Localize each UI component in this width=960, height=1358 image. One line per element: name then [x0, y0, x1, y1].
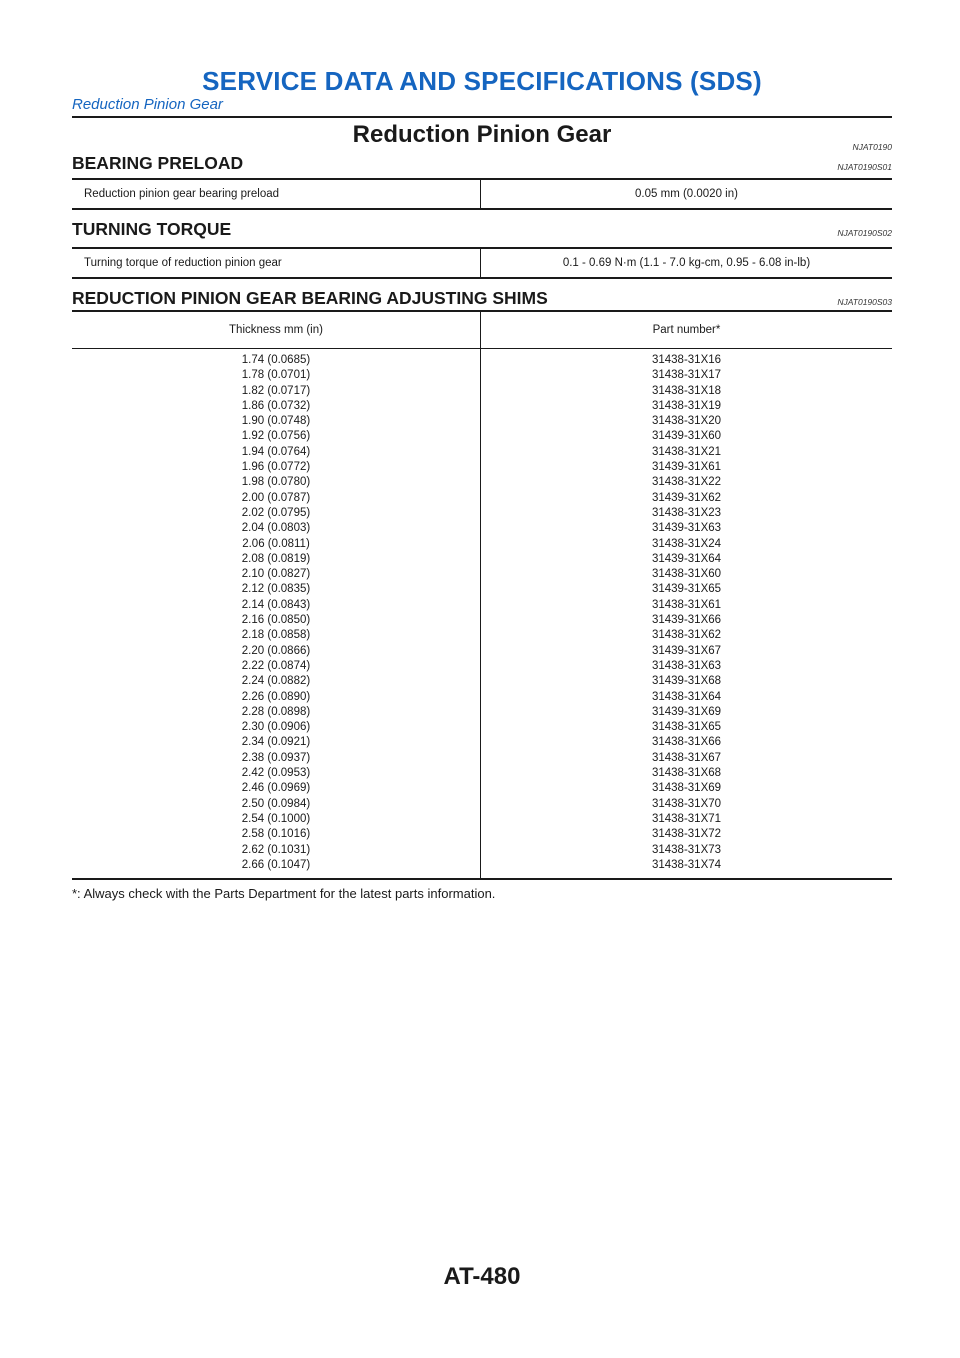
shim-thickness: 2.00 (0.0787): [241, 491, 311, 504]
shim-part-number: 31438-31X24: [651, 537, 722, 550]
shim-thickness: 2.02 (0.0795): [241, 506, 311, 519]
shim-part-number: 31438-31X63: [651, 659, 722, 672]
shim-part-number: 31438-31X61: [651, 598, 722, 611]
shim-thickness: 1.86 (0.0732): [241, 399, 311, 412]
shim-part-number: 31439-31X64: [651, 552, 722, 565]
header-title: SERVICE DATA AND SPECIFICATIONS (SDS): [202, 66, 762, 96]
shim-part-number: 31439-31X60: [651, 430, 722, 443]
shim-thickness: 2.06 (0.0811): [242, 537, 310, 550]
shim-part-number: 31438-31X66: [651, 736, 722, 749]
bearing-preload-table: [72, 178, 892, 210]
shim-thickness: 2.14 (0.0843): [241, 598, 311, 611]
footnote: *: Always check with the Parts Department for the latest parts information.: [72, 886, 496, 901]
shim-thickness: 2.50 (0.0984): [241, 797, 311, 810]
shim-thickness: 2.38 (0.0937): [241, 751, 311, 764]
shim-thickness: 2.20 (0.0866): [241, 644, 311, 657]
column-header-thickness: Thickness mm (in): [72, 311, 481, 349]
table-body-row: [72, 349, 892, 880]
shim-thickness: 2.04 (0.0803): [241, 522, 311, 535]
turning-torque-value: 0.1 - 0.69 N·m (1.1 - 7.0 kg-cm, 0.95 - 6.08 in-lb): [562, 257, 811, 269]
shims-heading: REDUCTION PINION GEAR BEARING ADJUSTING SHIMS: [72, 288, 548, 308]
shim-part-number: 31439-31X69: [651, 705, 722, 718]
shim-part-number: 31438-31X23: [651, 506, 722, 519]
shim-part-number: 31439-31X67: [651, 644, 722, 657]
shim-thickness: 2.16 (0.0850): [241, 614, 311, 627]
shim-part-number: 31438-31X70: [651, 797, 722, 810]
shim-part-number: 31439-31X65: [651, 583, 722, 596]
shim-part-number: 31438-31X67: [651, 751, 722, 764]
shim-thickness: 2.18 (0.0858): [241, 629, 311, 642]
bearing-preload-heading: BEARING PRELOAD: [72, 153, 244, 173]
shim-thickness: 1.94 (0.0764): [241, 445, 311, 458]
turning-torque-table: [72, 247, 892, 279]
shim-part-number: 31439-31X61: [651, 461, 722, 474]
page-number: AT-480: [443, 1263, 521, 1290]
shim-thickness: 2.28 (0.0898): [241, 705, 311, 718]
shim-thickness: 2.22 (0.0874): [241, 659, 311, 672]
shim-part-number: 31438-31X60: [651, 568, 722, 581]
shim-part-number: 31438-31X21: [651, 445, 722, 458]
shim-thickness: 1.74 (0.0685): [241, 354, 311, 366]
shim-thickness: 1.90 (0.0748): [241, 415, 311, 428]
shim-part-number: 31438-31X62: [651, 629, 722, 642]
shim-thickness: 2.30 (0.0906): [241, 721, 311, 734]
shim-part-number: 31438-31X65: [651, 721, 722, 734]
shim-thickness: 2.46 (0.0969): [241, 782, 311, 795]
shim-part-number: 31438-31X20: [651, 415, 722, 428]
header-divider: [72, 116, 892, 118]
table-row: [72, 179, 892, 209]
table-header-row: [72, 311, 892, 349]
shim-thickness: 2.08 (0.0819): [241, 552, 311, 565]
shims-heading-row: [72, 283, 892, 309]
shim-part-number: 31439-31X62: [651, 491, 722, 504]
shim-thickness: 1.78 (0.0701): [241, 369, 311, 382]
shim-part-number: 31439-31X63: [651, 522, 722, 535]
turning-torque-heading: TURNING TORQUE: [72, 219, 232, 239]
shim-thickness: 2.66 (0.1047): [241, 858, 311, 871]
shim-part-number: 31438-31X18: [651, 384, 722, 397]
shim-part-number: 31439-31X66: [651, 614, 722, 627]
bearing-preload-value: 0.05 mm (0.0020 in): [635, 188, 738, 200]
section-title: Reduction Pinion Gear: [352, 121, 612, 148]
turning-torque-code: NJAT0190S02: [837, 228, 892, 238]
shim-part-number: 31438-31X16: [651, 354, 722, 366]
shim-thickness: 2.58 (0.1016): [241, 828, 311, 841]
shim-part-number: 31438-31X72: [651, 828, 722, 841]
thickness-column: [72, 349, 481, 880]
shim-thickness: 2.54 (0.1000): [241, 812, 311, 825]
shim-thickness: 2.10 (0.0827): [241, 568, 311, 581]
turning-torque-label: Turning torque of reduction pinion gear: [72, 248, 481, 278]
shim-thickness: 1.82 (0.0717): [241, 384, 311, 397]
turning-torque-heading-row: [72, 214, 892, 240]
part-number-column: [481, 349, 893, 880]
shim-thickness: 2.62 (0.1031): [241, 843, 311, 856]
header-subtitle: Reduction Pinion Gear: [72, 96, 223, 113]
shim-thickness: 2.12 (0.0835): [241, 583, 311, 596]
shim-part-number: 31438-31X74: [651, 858, 722, 871]
shim-part-number: 31438-31X69: [651, 782, 722, 795]
shim-thickness: 1.98 (0.0780): [241, 476, 311, 489]
shim-part-number: 31438-31X73: [651, 843, 722, 856]
shim-thickness: 2.26 (0.0890): [241, 690, 311, 703]
shim-thickness: 1.92 (0.0756): [241, 430, 311, 443]
bearing-preload-label: Reduction pinion gear bearing preload: [72, 179, 481, 209]
shim-part-number: 31438-31X22: [651, 476, 722, 489]
bearing-preload-heading-row: [72, 148, 892, 174]
shims-code: NJAT0190S03: [837, 297, 892, 307]
shim-part-number: 31439-31X68: [651, 675, 722, 688]
shim-part-number: 31438-31X19: [651, 399, 722, 412]
shim-thickness: 2.24 (0.0882): [241, 675, 311, 688]
shim-thickness: 2.34 (0.0921): [241, 736, 311, 749]
shim-thickness: 1.96 (0.0772): [241, 461, 311, 474]
table-row: [72, 248, 892, 278]
shim-part-number: 31438-31X17: [651, 369, 722, 382]
shim-part-number: 31438-31X71: [651, 812, 722, 825]
shims-table: [72, 310, 892, 880]
shim-part-number: 31438-31X64: [651, 690, 722, 703]
section-code: NJAT0190: [852, 142, 892, 152]
shim-part-number: 31438-31X68: [651, 767, 722, 780]
shim-thickness: 2.42 (0.0953): [241, 767, 311, 780]
column-header-part-number: Part number*: [481, 311, 893, 349]
bearing-preload-code: NJAT0190S01: [837, 162, 892, 172]
